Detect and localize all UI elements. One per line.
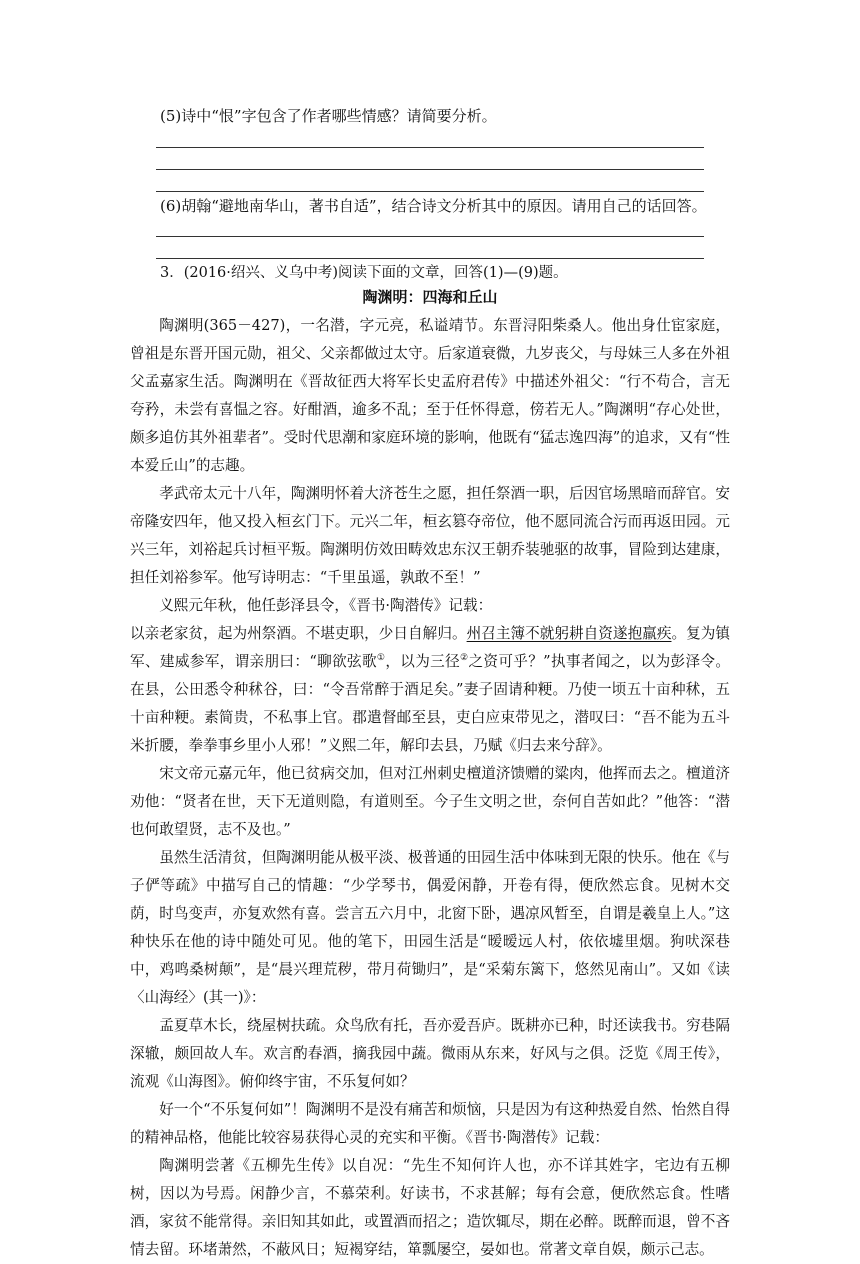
text-run: 。复为镇军、建威参军，谓亲朋曰：“聊欲弦歌 xyxy=(130,625,730,670)
answer-line[interactable] xyxy=(156,169,704,170)
article-paragraph: 虽然生活清贫，但陶渊明能从极平淡、极普通的田园生活中体味到无限的快乐。他在《与子俨等疏》中描写自己的情趣：“少学琴书，偶爱闲静，开卷有得，便欣然忘食。见树木交荫，时鸟变声，亦复欢然有喜。尝言五六月中，北窗下卧，遇凉风暂至，自谓是羲皇上人。”这种快乐在他的诗中随处可见。他的笔下，田园生活是“暧暧远人村，依依墟里烟。狗吠深巷中，鸡鸣桑树颠”，是“晨兴理荒秽，带月荷锄归”，是“采菊东篱下，悠然见南山”。又如《读〈山海经〉(其一)》： xyxy=(130,849,730,1006)
article-paragraph: 陶渊明尝著《五柳先生传》以自况：“先生不知何许人也，亦不详其姓字，宅边有五柳树，因以为号焉。闲静少言，不慕荣利。好读书，不求甚解；每有会意，便欣然忘食。性嗜酒，家贫不能常得。亲旧知其如此，或置酒而招之；造饮辄尽，期在必醉。既醉而退，曾不吝情去留。环堵萧然，不蔽风日；短褐穿结，箪瓢屡空，晏如也。常著文章自娱，颇示己志。 xyxy=(130,1157,730,1258)
article-paragraph xyxy=(130,620,730,760)
question-6: (6)胡翰“避地南华山，著书自适”，结合诗文分析其中的原因。请用自己的话回答。 xyxy=(160,197,707,215)
text-run: ，以为三径 xyxy=(385,653,461,670)
answer-line[interactable] xyxy=(156,191,704,192)
footnote-marker: ① xyxy=(376,653,386,664)
article-paragraph: 宋文帝元嘉元年，他已贫病交加，但对江州刺史檀道济馈赠的粱肉，他挥而去之。檀道济劝他：“贤者在世，天下无道则隐，有道则至。今子生文明之世，奈何自苦如此？”他答：“潜也何敢望贤，志不及也。” xyxy=(130,765,730,838)
article-title: 陶渊明：四海和丘山 xyxy=(362,288,498,306)
article-paragraph: 陶渊明(365－427)，一名潜，字元亮，私谥靖节。东晋浔阳柴桑人。他出身仕宦家庭，曾祖是东晋开国元勋，祖父、父亲都做过太守。后家道衰微，九岁丧父，与母妹三人多在外祖父孟嘉家生活。陶渊明在《晋故征西大将军长史孟府君传》中描述外祖父：“行不苟合，言无夸矜，未尝有喜愠之容。好酣酒，逾多不乱；至于任怀得意，傍若无人。”陶渊明“存心处世，颇多追仿其外祖辈者”。受时代思潮和家庭环境的影响，他既有“猛志逸四海”的追求，又有“性本爱丘山”的志趣。 xyxy=(130,317,730,474)
article-paragraph: 义熙元年秋，他任彭泽县令，《晋书·陶潜传》记载： xyxy=(159,597,493,614)
question-5: (5)诗中“恨”字包含了作者哪些情感？请简要分析。 xyxy=(160,107,497,125)
poem-quote: 孟夏草木长，绕屋树扶疏。众鸟欣有托，吾亦爱吾庐。既耕亦已种，时还读我书。穷巷隔深辙，颇回故人车。欢言酌春酒，摘我园中蔬。微雨从东来，好风与之俱。泛览《周王传》，流观《山海图》。俯仰终宇宙，不乐复何如？ xyxy=(130,1017,730,1090)
answer-line[interactable] xyxy=(156,236,704,237)
underlined-sentence: 州召主簿不就躬耕自资遂抱羸疾 xyxy=(466,625,672,642)
section-source: 3．(2016·绍兴、义乌中考)阅读下面的文章，回答(1)—(9)题。 xyxy=(160,265,568,281)
answer-line[interactable] xyxy=(156,147,704,148)
text-run: 之资可乎？”执事者闻之，以为彭泽令。在县，公田悉令种秫谷，曰：“令吾常醉于酒足矣。”妻子固请种粳。乃使一顷五十亩种秫，五十亩种粳。素简贵，不私事上官。郡遣督邮至县，吏白应束带见之，潜叹曰：“吾不能为五斗米折腰，拳拳事乡里小人邪！”义熙二年，解印去县，乃赋《归去来兮辞》。 xyxy=(130,653,730,754)
text-run: 以亲老家贫，起为州祭酒。不堪吏职，少日自解归。 xyxy=(130,625,467,642)
article-body xyxy=(130,312,730,1264)
article-paragraph: 孝武帝太元十八年，陶渊明怀着大济苍生之愿，担任祭酒一职，后因官场黑暗而辞官。安帝隆安四年，他又投入桓玄门下。元兴二年，桓玄篡夺帝位，他不愿同流合污而再返田园。元兴三年，刘裕起兵讨桓平叛。陶渊明仿效田畴效忠东汉王朝乔装驰驱的故事，冒险到达建康，担任刘裕参军。他写诗明志：“千里虽遥，孰敢不至！” xyxy=(130,485,730,586)
footnote-marker: ② xyxy=(460,653,469,664)
article-paragraph: 好一个“不乐复何如”！陶渊明不是没有痛苦和烦恼，只是因为有这种热爱自然、怡然自得的精神品格，他能比较容易获得心灵的充实和平衡。《晋书·陶潜传》记载： xyxy=(130,1101,730,1146)
answer-line[interactable] xyxy=(156,258,704,259)
